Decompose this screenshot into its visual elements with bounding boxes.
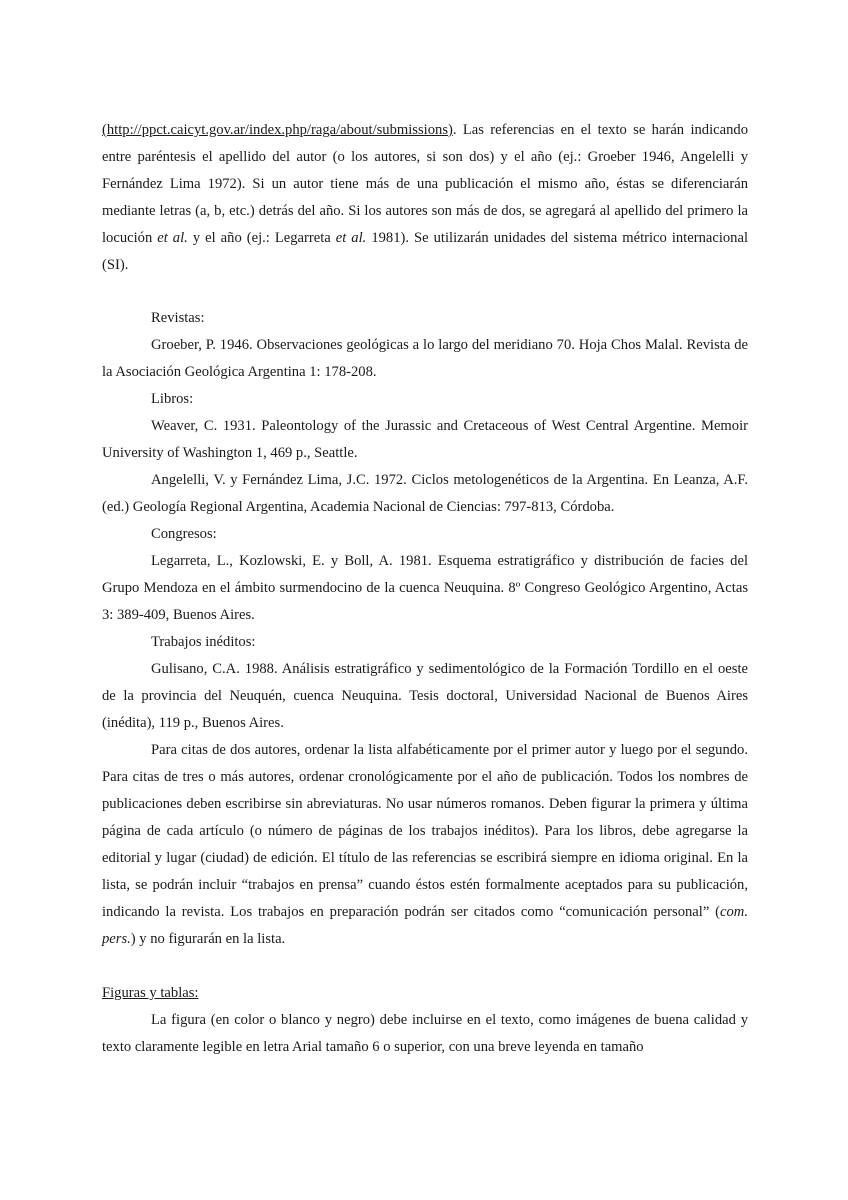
document-page [102,117,748,1061]
revistas-label: Revistas: [151,310,205,326]
congresos-reference: Legarreta, L., Kozlowski, E. y Boll, A. 1981. Esquema estratigráfico y distribución de facies del Grupo Mendoza en el ámbito surmendocino de la cuenca Neuquina. 8º Congreso Geológico Argentino, Actas 3: 389-409, Buenos Aires. [102,553,748,623]
libros-reference-2: Angelelli, V. y Fernández Lima, J.C. 1972. Ciclos metologenéticos de la Argentina. En Leanza, A.F. (ed.) Geología Regional Argentina, Academia Nacional de Ciencias: 797-813, Córdoba. [102,472,748,515]
libros-reference-1: Weaver, C. 1931. Paleontology of the Jurassic and Cretaceous of West Central Argentine. Memoir University of Washington 1, 469 p., Seattle. [102,418,748,461]
libros-label: Libros: [151,391,194,407]
ordering-text-part2: ) y no figurarán en la lista. [130,931,286,947]
congresos-label: Congresos: [151,526,217,542]
intro-text-part2: y el año (ej.: Legarreta [187,230,336,246]
intro-paragraph [102,117,748,279]
intro-text-part1: . Las referencias en el texto se harán indicando entre paréntesis el apellido del autor (o los autores, si son dos) y el año (ej.: Groeber 1946, Angelelli y Fernández Lima 1972). Si un autor tiene más de una publicación el mismo año, éstas se diferenciarán mediante letras (a, b, etc.) detrás del año. Si los autores son más de dos, se agregará al apellido del primero la locución [102,122,748,246]
com-pers-italic: com. pers. [102,904,748,947]
ordering-paragraph [102,737,748,953]
intro-text-part3: 1981). Se utilizarán unidades del sistema métrico internacional (SI). [102,230,749,273]
section-heading-figures [102,980,748,1007]
submissions-link[interactable]: (http://ppct.caicyt.gov.ar/index.php/raga/about/submissions) [102,122,453,138]
spacer [102,953,748,980]
figures-heading: Figuras y tablas: [102,985,199,1001]
et-al-italic-2: et al. [335,230,367,246]
figures-paragraph: La figura (en color o blanco y negro) debe incluirse en el texto, como imágenes de buena calidad y texto claramente legible en letra Arial tamaño 6 o superior, con una breve leyenda en tamaño [102,1012,748,1055]
et-al-italic-1: et al. [157,230,188,246]
ineditos-reference: Gulisano, C.A. 1988. Análisis estratigráfico y sedimentológico de la Formación Tordillo en el oeste de la provincia del Neuquén, cuenca Neuquina. Tesis doctoral, Universidad Nacional de Buenos Aires (inédita), 119 p., Buenos Aires. [102,661,748,731]
ineditos-label: Trabajos inéditos: [151,634,256,650]
revistas-reference: Groeber, P. 1946. Observaciones geológicas a lo largo del meridiano 70. Hoja Chos Malal. Revista de la Asociación Geológica Argentina 1: 178-208. [102,337,748,380]
ordering-text-part1: Para citas de dos autores, ordenar la lista alfabéticamente por el primer autor y luego por el segundo. Para citas de tres o más autores, ordenar cronológicamente por el año de publicación. Todos los nombres de publicaciones deben escribirse sin abreviaturas. No usar números romanos. Deben figurar la primera y última página de cada artículo (o número de páginas de los trabajos inéditos). Para los libros, debe agregarse la editorial y lugar (ciudad) de edición. El título de las referencias se escribirá siempre en idioma original. En la lista, se podrán incluir “trabajos en prensa” cuando éstos estén formalmente aceptados para su publicación, indicando la revista. Los trabajos en preparación podrán ser citados como “comunicación personal” ( [102,742,748,920]
spacer [102,279,748,305]
